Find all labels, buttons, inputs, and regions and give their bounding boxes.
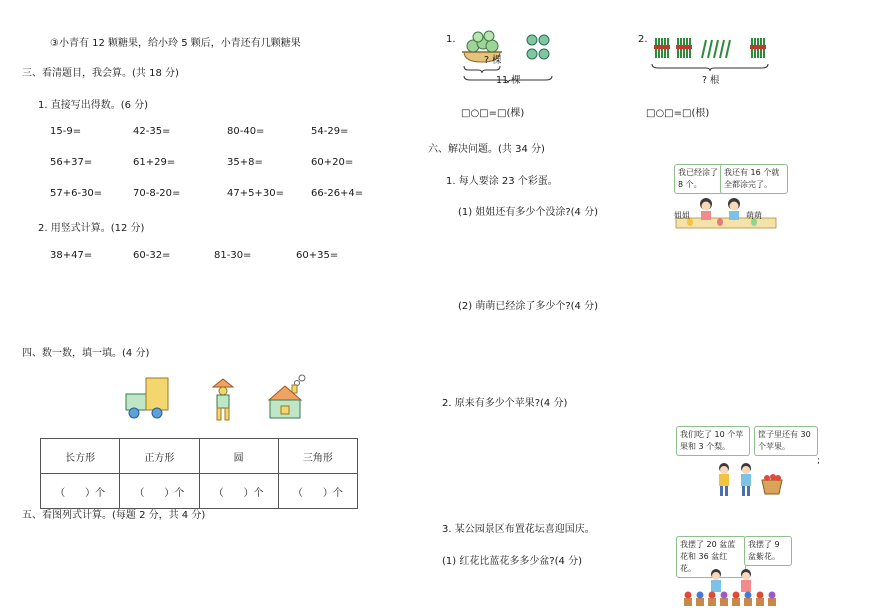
problem-2-title: 2. 原来有多少个苹果?(4 分) <box>442 398 568 409</box>
figure-2-number: 2. <box>638 34 648 45</box>
vertical-item: 38+47= <box>50 250 93 261</box>
subsection-1-title: 1. 直接写出得数。(6 分) <box>38 100 149 111</box>
oral-item: 60+20= <box>311 157 354 168</box>
oral-item: 54-29= <box>311 126 349 137</box>
house-shapes-figure <box>266 374 308 420</box>
oral-item: 15-9= <box>50 126 82 137</box>
problem-3-title: 3. 某公园景区布置花坛喜迎国庆。 <box>442 524 595 535</box>
candy-question: ③小青有 12 颗糖果，给小玲 5 颗后，小青还有几颗糖果 <box>50 38 301 49</box>
speech-bubble-basket-apples: 筐子里还有 30 个苹果。 <box>754 426 818 456</box>
section-6-title: 六、解决问题。(共 34 分) <box>428 144 545 155</box>
name-label-mengmeng: 萌萌 <box>746 211 762 220</box>
name-label-sister: 姐姐 <box>674 211 690 220</box>
speech-bubble-ate-apples: 我们吃了 10 个苹果和 3 个梨。 <box>676 426 750 456</box>
figure-1-total: 11 棵 <box>496 75 521 86</box>
stick-bundles-figure <box>650 34 776 74</box>
children-flower-pots-figure <box>680 568 784 612</box>
oral-item: 56+37= <box>50 157 93 168</box>
answer-cell-circle[interactable]: （ ）个 <box>199 474 278 509</box>
answer-cell-rectangle[interactable]: （ ）个 <box>41 474 120 509</box>
figure-1-unknown: ? 棵 <box>484 55 502 66</box>
oral-item: 66-26+4= <box>311 188 364 199</box>
section-5-title: 五、看图列式计算。(每题 2 分，共 4 分) <box>22 510 206 521</box>
answer-cell-triangle[interactable]: （ ）个 <box>278 474 357 509</box>
oral-item: 35+8= <box>227 157 263 168</box>
oral-item: 57+6-30= <box>50 188 103 199</box>
section-3-title: 三、看清题目，我会算。(共 18 分) <box>22 68 179 79</box>
shape-count-table <box>40 438 358 509</box>
person-shapes-figure <box>210 378 236 422</box>
figure-1-answer[interactable]: □○□=□(棵) <box>461 108 525 119</box>
oral-item: 70-8-20= <box>133 188 181 199</box>
problem-3-question-1: (1) 红花比蓝花多多少盆?(4 分) <box>442 556 582 567</box>
table-header-rectangle: 长方形 <box>41 439 120 474</box>
speech-bubble-mengmeng: 我还有 16 个就全都涂完了。 <box>720 164 788 194</box>
vertical-item: 81-30= <box>214 250 252 261</box>
figure-1-number: 1. <box>446 34 456 45</box>
oral-item: 61+29= <box>133 157 176 168</box>
vertical-item: 60+35= <box>296 250 339 261</box>
table-header-triangle: 三角形 <box>278 439 357 474</box>
stray-mark: ; <box>817 456 821 466</box>
oral-item: 80-40= <box>227 126 265 137</box>
figure-2-unknown: ? 根 <box>702 75 720 86</box>
children-apple-basket-figure <box>712 462 792 498</box>
answer-cell-square[interactable]: （ ）个 <box>120 474 199 509</box>
oral-item: 42-35= <box>133 126 171 137</box>
problem-1-question-1: (1) 姐姐还有多少个没涂?(4 分) <box>458 207 598 218</box>
table-header-square: 正方形 <box>120 439 199 474</box>
section-4-title: 四、数一数，填一填。(4 分) <box>22 348 150 359</box>
figure-2-answer[interactable]: □○□=□(根) <box>646 108 710 119</box>
vertical-item: 60-32= <box>133 250 171 261</box>
speech-bubble-blue-red-flowers: 我摆了 20 盆蓝花和 36 盆红花。 <box>676 536 746 578</box>
problem-1-title: 1. 每人要涂 23 个彩蛋。 <box>446 176 558 187</box>
table-header-circle: 圆 <box>199 439 278 474</box>
problem-1-question-2: (2) 萌萌已经涂了多少个?(4 分) <box>458 301 598 312</box>
subsection-2-title: 2. 用竖式计算。(12 分) <box>38 223 145 234</box>
speech-bubble-sister: 我已经涂了 8 个。 <box>674 164 724 194</box>
speech-bubble-purple-flowers: 我摆了 9 盆紫花。 <box>744 536 792 566</box>
oral-item: 47+5+30= <box>227 188 284 199</box>
truck-shapes-figure <box>124 376 174 422</box>
